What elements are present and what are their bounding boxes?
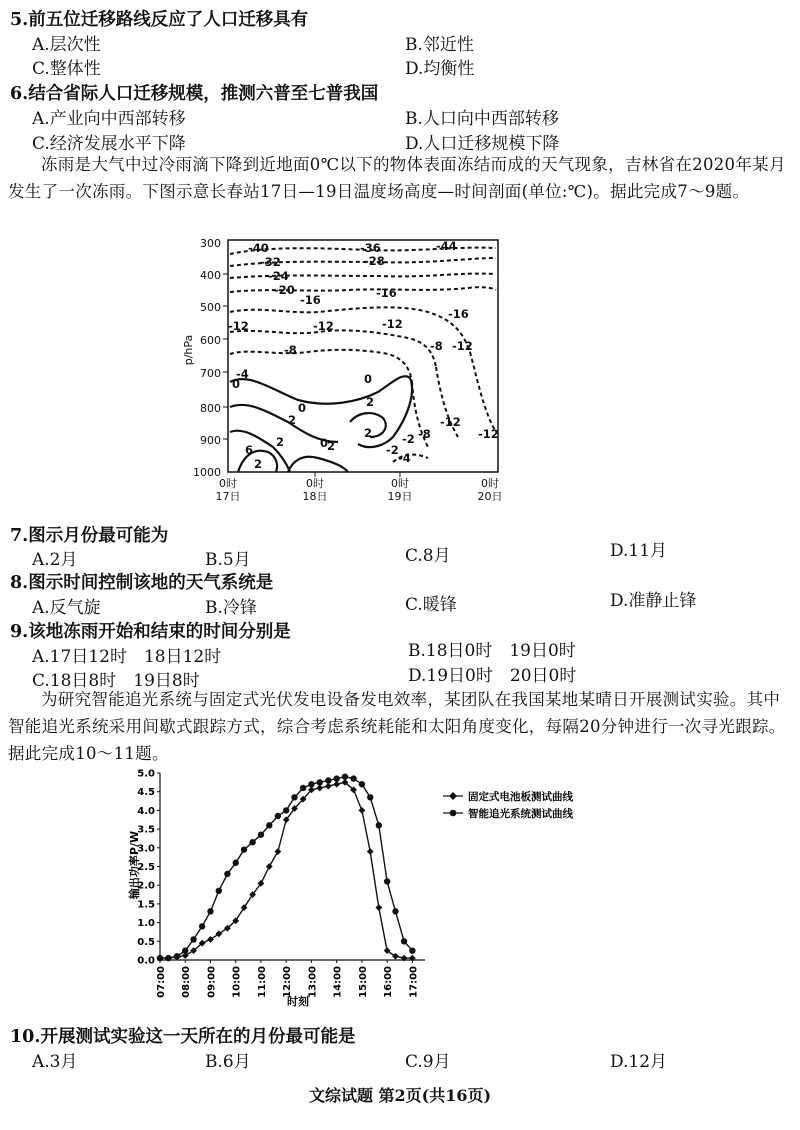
chart-y-tick-label: 5.0: [137, 768, 155, 780]
contour-label: 6: [245, 443, 254, 457]
chart-x-tick-label: 16:00: [383, 966, 395, 998]
q5-option-c: C.整体性: [32, 59, 101, 79]
chart-x-tick-label: 09:00: [206, 966, 218, 998]
chart-point-smart-tracking: [291, 794, 297, 800]
q10-option-a: A.3月: [32, 1052, 78, 1072]
chart-point-smart-tracking: [266, 822, 272, 828]
fig1-x-tick-top: 0时: [481, 477, 499, 490]
q7-option-c: C.8月: [405, 546, 451, 566]
temperature-contour-figure: [178, 232, 518, 504]
q8-option-c: C.暖锋: [405, 595, 457, 615]
chart-xlabel: 时刻: [287, 995, 309, 1008]
chart-point-smart-tracking: [241, 846, 247, 852]
q5-option-b: B.邻近性: [405, 35, 474, 55]
contour-label: -4: [398, 451, 411, 465]
chart-point-smart-tracking: [190, 936, 196, 942]
chart-point-smart-tracking: [275, 813, 281, 819]
legend-diamond-marker: [449, 792, 457, 800]
chart-point-smart-tracking: [325, 777, 331, 783]
q9-option-a: A.17日12时 18日12时: [32, 647, 222, 667]
fig1-x-tick-bottom: 20日: [477, 490, 503, 503]
chart-y-tick-label: 2.0: [137, 880, 155, 892]
contour-label: -8: [430, 339, 443, 353]
chart-point-smart-tracking: [401, 938, 407, 944]
contour-label: -40: [248, 241, 269, 255]
passage-solar-tracking: 为研究智能追光系统与固定式光伏发电设备发电效率，某团队在我国某地某晴日开展测试实验。其中智能追光系统采用间歇式跟踪方式，综合考虑系统耗能和太阳角度变化，每隔20分钟进行一次寻光跟踪。据此完成10～11题。: [8, 690, 786, 763]
fig1-x-tick-bottom: 17日: [215, 490, 241, 503]
chart-point-smart-tracking: [409, 947, 415, 953]
legend-series-2: 智能追光系统测试曲线: [468, 808, 573, 820]
contour-label: -24: [268, 269, 289, 283]
chart-x-tick-label: 08:00: [181, 966, 193, 998]
chart-y-tick-label: 3.0: [137, 843, 155, 855]
chart-y-tick-label: 0.0: [137, 955, 155, 967]
chart-point-smart-tracking: [249, 839, 255, 845]
chart-point-smart-tracking: [233, 860, 239, 866]
contour-label: -8: [284, 343, 297, 357]
legend-series-1: 固定式电池板测试曲线: [468, 791, 573, 803]
q8-option-a: A.反气旋: [32, 598, 101, 618]
chart-point-smart-tracking: [165, 955, 171, 961]
chart-point-smart-tracking: [224, 871, 230, 877]
chart-point-smart-tracking: [174, 953, 180, 959]
contour-label: -12: [440, 415, 461, 429]
q5-option-a: A.层次性: [32, 35, 101, 55]
q6-option-a: A.产业向中西部转移: [32, 109, 186, 129]
page-footer: 文综试题 第2页(共16页): [308, 1086, 492, 1105]
fig1-x-tick-bottom: 19日: [387, 490, 413, 503]
chart-point-smart-tracking: [384, 878, 390, 884]
chart-point-smart-tracking: [367, 794, 373, 800]
chart-point-smart-tracking: [308, 781, 314, 787]
fig1-y-tick: 600: [200, 334, 221, 347]
q6-option-d: D.人口迁移规模下降: [405, 134, 560, 154]
contour-label: -12: [228, 319, 249, 333]
chart-point-smart-tracking: [199, 923, 205, 929]
q10-option-d: D.12月: [610, 1052, 668, 1072]
chart-y-tick-label: 1.5: [137, 899, 155, 911]
contour-label: -16: [448, 307, 469, 321]
chart-x-tick-label: 11:00: [256, 966, 268, 998]
chart-point-smart-tracking: [392, 908, 398, 914]
q9-option-d: D.19日0时 20日0时: [408, 666, 577, 686]
chart-point-fixed-panel: [375, 904, 382, 911]
chart-point-smart-tracking: [300, 785, 306, 791]
chart-point-smart-tracking: [207, 908, 213, 914]
fig1-y-tick: 700: [200, 367, 221, 380]
chart-y-tick-label: 2.5: [137, 862, 155, 873]
contour-label: -36: [360, 241, 381, 255]
contour-label: -2: [402, 432, 415, 446]
chart-series-line-2: [160, 777, 412, 958]
chart-point-smart-tracking: [317, 779, 323, 785]
contour-label: -16: [376, 286, 397, 300]
fig1-y-tick: 500: [200, 301, 221, 314]
q9-stem: 9.该地冻雨开始和结束的时间分别是: [10, 622, 291, 642]
chart-point-fixed-panel: [274, 848, 281, 855]
chart-point-fixed-panel: [359, 807, 366, 814]
chart-point-smart-tracking: [333, 775, 339, 781]
fig1-x-tick-top: 0时: [391, 477, 409, 490]
contour-label: -4: [236, 367, 249, 381]
contour-label: -12: [313, 319, 334, 333]
contour-label: 0: [298, 401, 307, 415]
chart-point-smart-tracking: [342, 774, 348, 780]
q7-stem: 7.图示月份最可能为: [10, 526, 169, 546]
chart-y-tick-label: 4.5: [137, 787, 155, 799]
fig1-y-tick: 900: [200, 434, 221, 447]
chart-point-fixed-panel: [266, 863, 273, 870]
contour-label: 2: [364, 426, 373, 440]
contour-label: -16: [300, 293, 321, 307]
q5-option-d: D.均衡性: [405, 59, 475, 79]
chart-y-tick-label: 0.5: [137, 936, 155, 948]
fig1-x-tick-bottom: 18日: [302, 490, 328, 503]
contour-label: 0: [364, 372, 373, 386]
q9-option-b: B.18日0时 19日0时: [408, 641, 576, 661]
chart-y-tick-label: 1.0: [137, 918, 155, 930]
power-output-chart: [120, 765, 640, 1015]
fig1-y-tick: 1000: [193, 466, 221, 479]
fig1-y-tick: 300: [200, 237, 221, 250]
chart-legend: [443, 790, 573, 820]
chart-x-tick-label: 10:00: [231, 966, 243, 998]
contour-label: 0: [320, 436, 329, 450]
chart-x-tick-label: 14:00: [332, 966, 344, 998]
q7-option-d: D.11月: [610, 541, 668, 561]
chart-point-smart-tracking: [182, 947, 188, 953]
contour-label: 2: [366, 395, 375, 409]
chart-y-tick-label: 4.0: [137, 805, 155, 817]
contour-label: -12: [478, 427, 499, 441]
contour-label: 0: [232, 377, 241, 391]
contour-label: 2: [276, 435, 285, 449]
chart-x-tick-label: 13:00: [307, 966, 319, 998]
chart-point-smart-tracking: [350, 775, 356, 781]
contour-label: 2: [254, 457, 263, 471]
q6-option-b: B.人口向中西部转移: [405, 109, 559, 129]
contour-label: 2: [288, 413, 297, 427]
legend-circle-marker: [450, 810, 457, 817]
q8-stem: 8.图示时间控制该地的天气系统是: [10, 573, 274, 593]
chart-x-tick-label: 15:00: [357, 966, 369, 998]
chart-x-tick-label: 17:00: [408, 966, 420, 998]
chart-point-smart-tracking: [359, 781, 365, 787]
q10-stem: 10.开展测试实验这一天所在的月份最可能是: [10, 1027, 356, 1047]
contour-label: -2: [386, 443, 399, 457]
fig1-y-tick: 400: [200, 269, 221, 282]
contour-label: -12: [452, 339, 473, 353]
fig1-x-tick-top: 0时: [306, 477, 324, 490]
fig1-y-tick: 800: [200, 402, 221, 415]
fig1-x-tick-top: 0时: [219, 477, 237, 490]
q8-option-d: D.准静止锋: [610, 591, 697, 611]
contour-label: 2: [327, 439, 336, 453]
q5-stem: 5.前五位迁移路线反应了人口迁移具有: [10, 10, 309, 30]
q9-option-c: C.18日8时 19日8时: [32, 671, 200, 691]
chart-point-smart-tracking: [376, 822, 382, 828]
chart-y-tick-label: 3.5: [137, 824, 155, 836]
chart-point-fixed-panel: [333, 781, 340, 788]
q6-stem: 6.结合省际人口迁移规模，推测六普至七普我国: [10, 84, 379, 104]
fig1-y-title: p/hPa: [182, 334, 195, 366]
chart-point-fixed-panel: [316, 785, 323, 792]
chart-x-tick-label: 12:00: [282, 966, 294, 998]
chart-point-smart-tracking: [283, 807, 289, 813]
chart-point-smart-tracking: [157, 955, 163, 961]
q7-option-b: B.5月: [205, 550, 251, 570]
contour-label: -28: [364, 254, 385, 268]
passage-freezing-rain: 冻雨是大气中过冷雨滴下降到近地面0℃以下的物体表面冻结而成的天气现象，吉林省在2020年某月发生了一次冻雨。下图示意长春站17日—19日温度场高度—时间剖面(单位:℃)。据此完成7～9题。: [8, 155, 786, 201]
contour-label: -20: [274, 283, 295, 297]
q10-option-b: B.6月: [205, 1052, 251, 1072]
chart-point-smart-tracking: [216, 888, 222, 894]
contour-label: -8: [418, 427, 431, 441]
chart-point-fixed-panel: [325, 783, 332, 790]
contour-label: -12: [382, 317, 403, 331]
q7-option-a: A.2月: [32, 550, 78, 570]
q6-option-c: C.经济发展水平下降: [32, 134, 186, 154]
q8-option-b: B.冷锋: [205, 598, 257, 618]
contour-label: -32: [260, 255, 281, 269]
contour-label: -44: [436, 239, 457, 253]
chart-ylabel: 输出功率P/W: [128, 830, 141, 900]
chart-point-smart-tracking: [258, 832, 264, 838]
chart-point-fixed-panel: [367, 848, 374, 855]
q10-option-c: C.9月: [405, 1052, 451, 1072]
chart-x-tick-label: 07:00: [156, 966, 167, 998]
